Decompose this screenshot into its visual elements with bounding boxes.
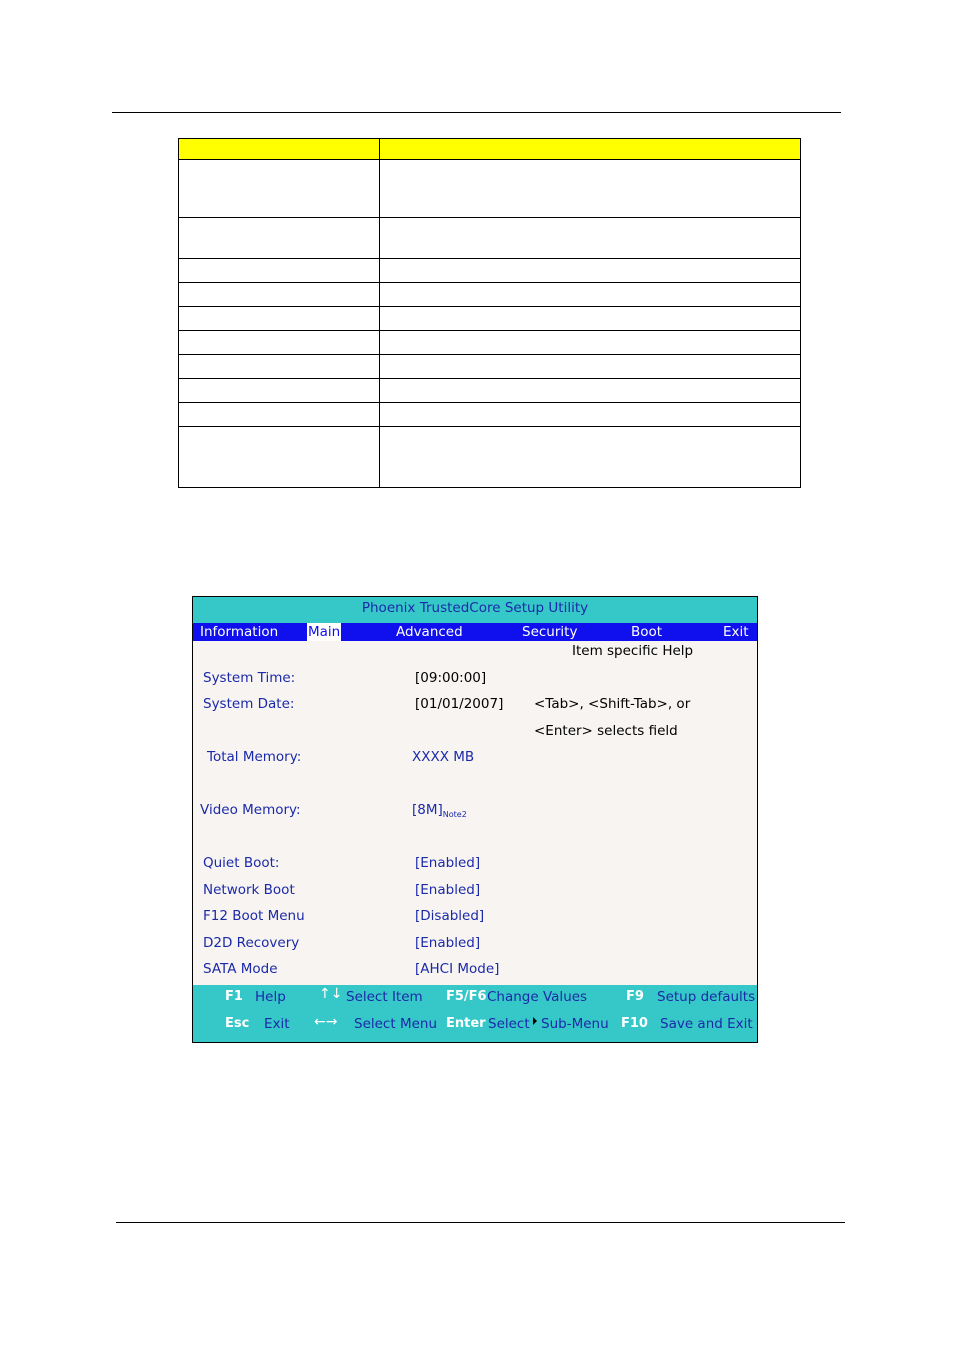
table-cell bbox=[380, 379, 801, 403]
left-right-arrows-icon: ←→ bbox=[314, 1014, 338, 1030]
submenu-desc: Sub-Menu bbox=[541, 1016, 609, 1032]
system-date-value[interactable]: [01/01/2007] bbox=[415, 696, 504, 712]
item-help-line-2: <Enter> selects field bbox=[534, 723, 678, 739]
quiet-boot-label: Quiet Boot: bbox=[203, 855, 280, 871]
table-header-cell bbox=[179, 139, 380, 160]
sata-mode-label: SATA Mode bbox=[203, 961, 278, 977]
d2d-recovery-value[interactable]: [Enabled] bbox=[415, 935, 481, 951]
table-cell bbox=[380, 427, 801, 488]
table-header-row bbox=[179, 139, 801, 160]
system-date-label: System Date: bbox=[203, 696, 295, 712]
table-header-cell bbox=[380, 139, 801, 160]
sata-mode-value[interactable]: [AHCI Mode] bbox=[415, 961, 500, 977]
menu-main[interactable]: Main bbox=[308, 624, 341, 640]
table-cell bbox=[179, 160, 380, 218]
d2d-recovery-label: D2D Recovery bbox=[203, 935, 300, 951]
video-memory-value bbox=[412, 802, 467, 819]
table-cell bbox=[380, 331, 801, 355]
table-cell bbox=[179, 307, 380, 331]
f9-desc: Setup defaults bbox=[657, 989, 756, 1005]
table-cell bbox=[380, 307, 801, 331]
table-row bbox=[179, 259, 801, 283]
table-cell bbox=[179, 331, 380, 355]
table-row bbox=[179, 218, 801, 259]
total-memory-value: XXXX MB bbox=[412, 749, 475, 765]
f10-desc: Save and Exit bbox=[660, 1016, 753, 1032]
f5f6-key: F5/F6 bbox=[446, 989, 487, 1004]
video-memory-note: Note2 bbox=[442, 810, 467, 819]
f1-key: F1 bbox=[225, 989, 243, 1004]
table-row bbox=[179, 307, 801, 331]
f10-key: F10 bbox=[621, 1016, 648, 1031]
total-memory-label: Total Memory: bbox=[207, 749, 302, 765]
table-row bbox=[179, 355, 801, 379]
bios-key-legend bbox=[193, 985, 757, 1042]
table-cell bbox=[380, 259, 801, 283]
table-row bbox=[179, 160, 801, 218]
f1-desc: Help bbox=[255, 989, 286, 1005]
esc-desc: Exit bbox=[264, 1016, 290, 1032]
esc-key: Esc bbox=[225, 1016, 250, 1031]
item-help-line-1: <Tab>, <Shift-Tab>, or bbox=[534, 696, 691, 712]
item-help-heading: Item specific Help bbox=[572, 643, 694, 659]
video-memory-size: [8M] bbox=[412, 802, 443, 818]
table-cell bbox=[179, 355, 380, 379]
updown-desc: Select Item bbox=[346, 989, 423, 1005]
menu-exit[interactable]: Exit bbox=[723, 624, 749, 640]
f12-boot-menu-label: F12 Boot Menu bbox=[203, 908, 305, 924]
menu-information[interactable]: Information bbox=[200, 624, 279, 640]
table-cell bbox=[179, 218, 380, 259]
f12-boot-menu-value[interactable]: [Disabled] bbox=[415, 908, 485, 924]
bios-menu-bar bbox=[193, 623, 757, 641]
document-table bbox=[178, 138, 801, 488]
footer-rule bbox=[116, 1222, 845, 1223]
table-cell bbox=[179, 259, 380, 283]
table-cell bbox=[179, 379, 380, 403]
network-boot-label: Network Boot bbox=[203, 882, 295, 898]
enter-desc: Select bbox=[488, 1016, 530, 1032]
table-cell bbox=[179, 283, 380, 307]
table-cell bbox=[380, 283, 801, 307]
submenu-triangle-icon bbox=[533, 1017, 537, 1025]
leftright-desc: Select Menu bbox=[354, 1016, 438, 1032]
table-row bbox=[179, 427, 801, 488]
network-boot-value[interactable]: [Enabled] bbox=[415, 882, 481, 898]
bios-setup-screen bbox=[192, 596, 758, 1043]
table-cell bbox=[179, 403, 380, 427]
system-time-label: System Time: bbox=[203, 670, 296, 686]
menu-security[interactable]: Security bbox=[522, 624, 578, 640]
f9-key: F9 bbox=[626, 989, 644, 1004]
table-row bbox=[179, 331, 801, 355]
header-rule bbox=[112, 112, 841, 113]
table-row bbox=[179, 283, 801, 307]
enter-key: Enter bbox=[446, 1016, 486, 1031]
quiet-boot-value[interactable]: [Enabled] bbox=[415, 855, 481, 871]
table-cell bbox=[380, 160, 801, 218]
system-time-value[interactable]: [09:00:00] bbox=[415, 670, 487, 686]
video-memory-label: Video Memory: bbox=[200, 802, 301, 818]
table-cell bbox=[380, 403, 801, 427]
table-cell bbox=[179, 427, 380, 488]
table-row bbox=[179, 379, 801, 403]
bios-title-bar: Phoenix TrustedCore Setup Utility bbox=[193, 597, 757, 623]
f5f6-desc: Change Values bbox=[487, 989, 588, 1005]
up-down-arrows-icon: ↑↓ bbox=[319, 986, 343, 1002]
table-row bbox=[179, 403, 801, 427]
menu-boot[interactable]: Boot bbox=[631, 624, 663, 640]
menu-advanced[interactable]: Advanced bbox=[396, 624, 463, 640]
table-cell bbox=[380, 355, 801, 379]
table-cell bbox=[380, 218, 801, 259]
